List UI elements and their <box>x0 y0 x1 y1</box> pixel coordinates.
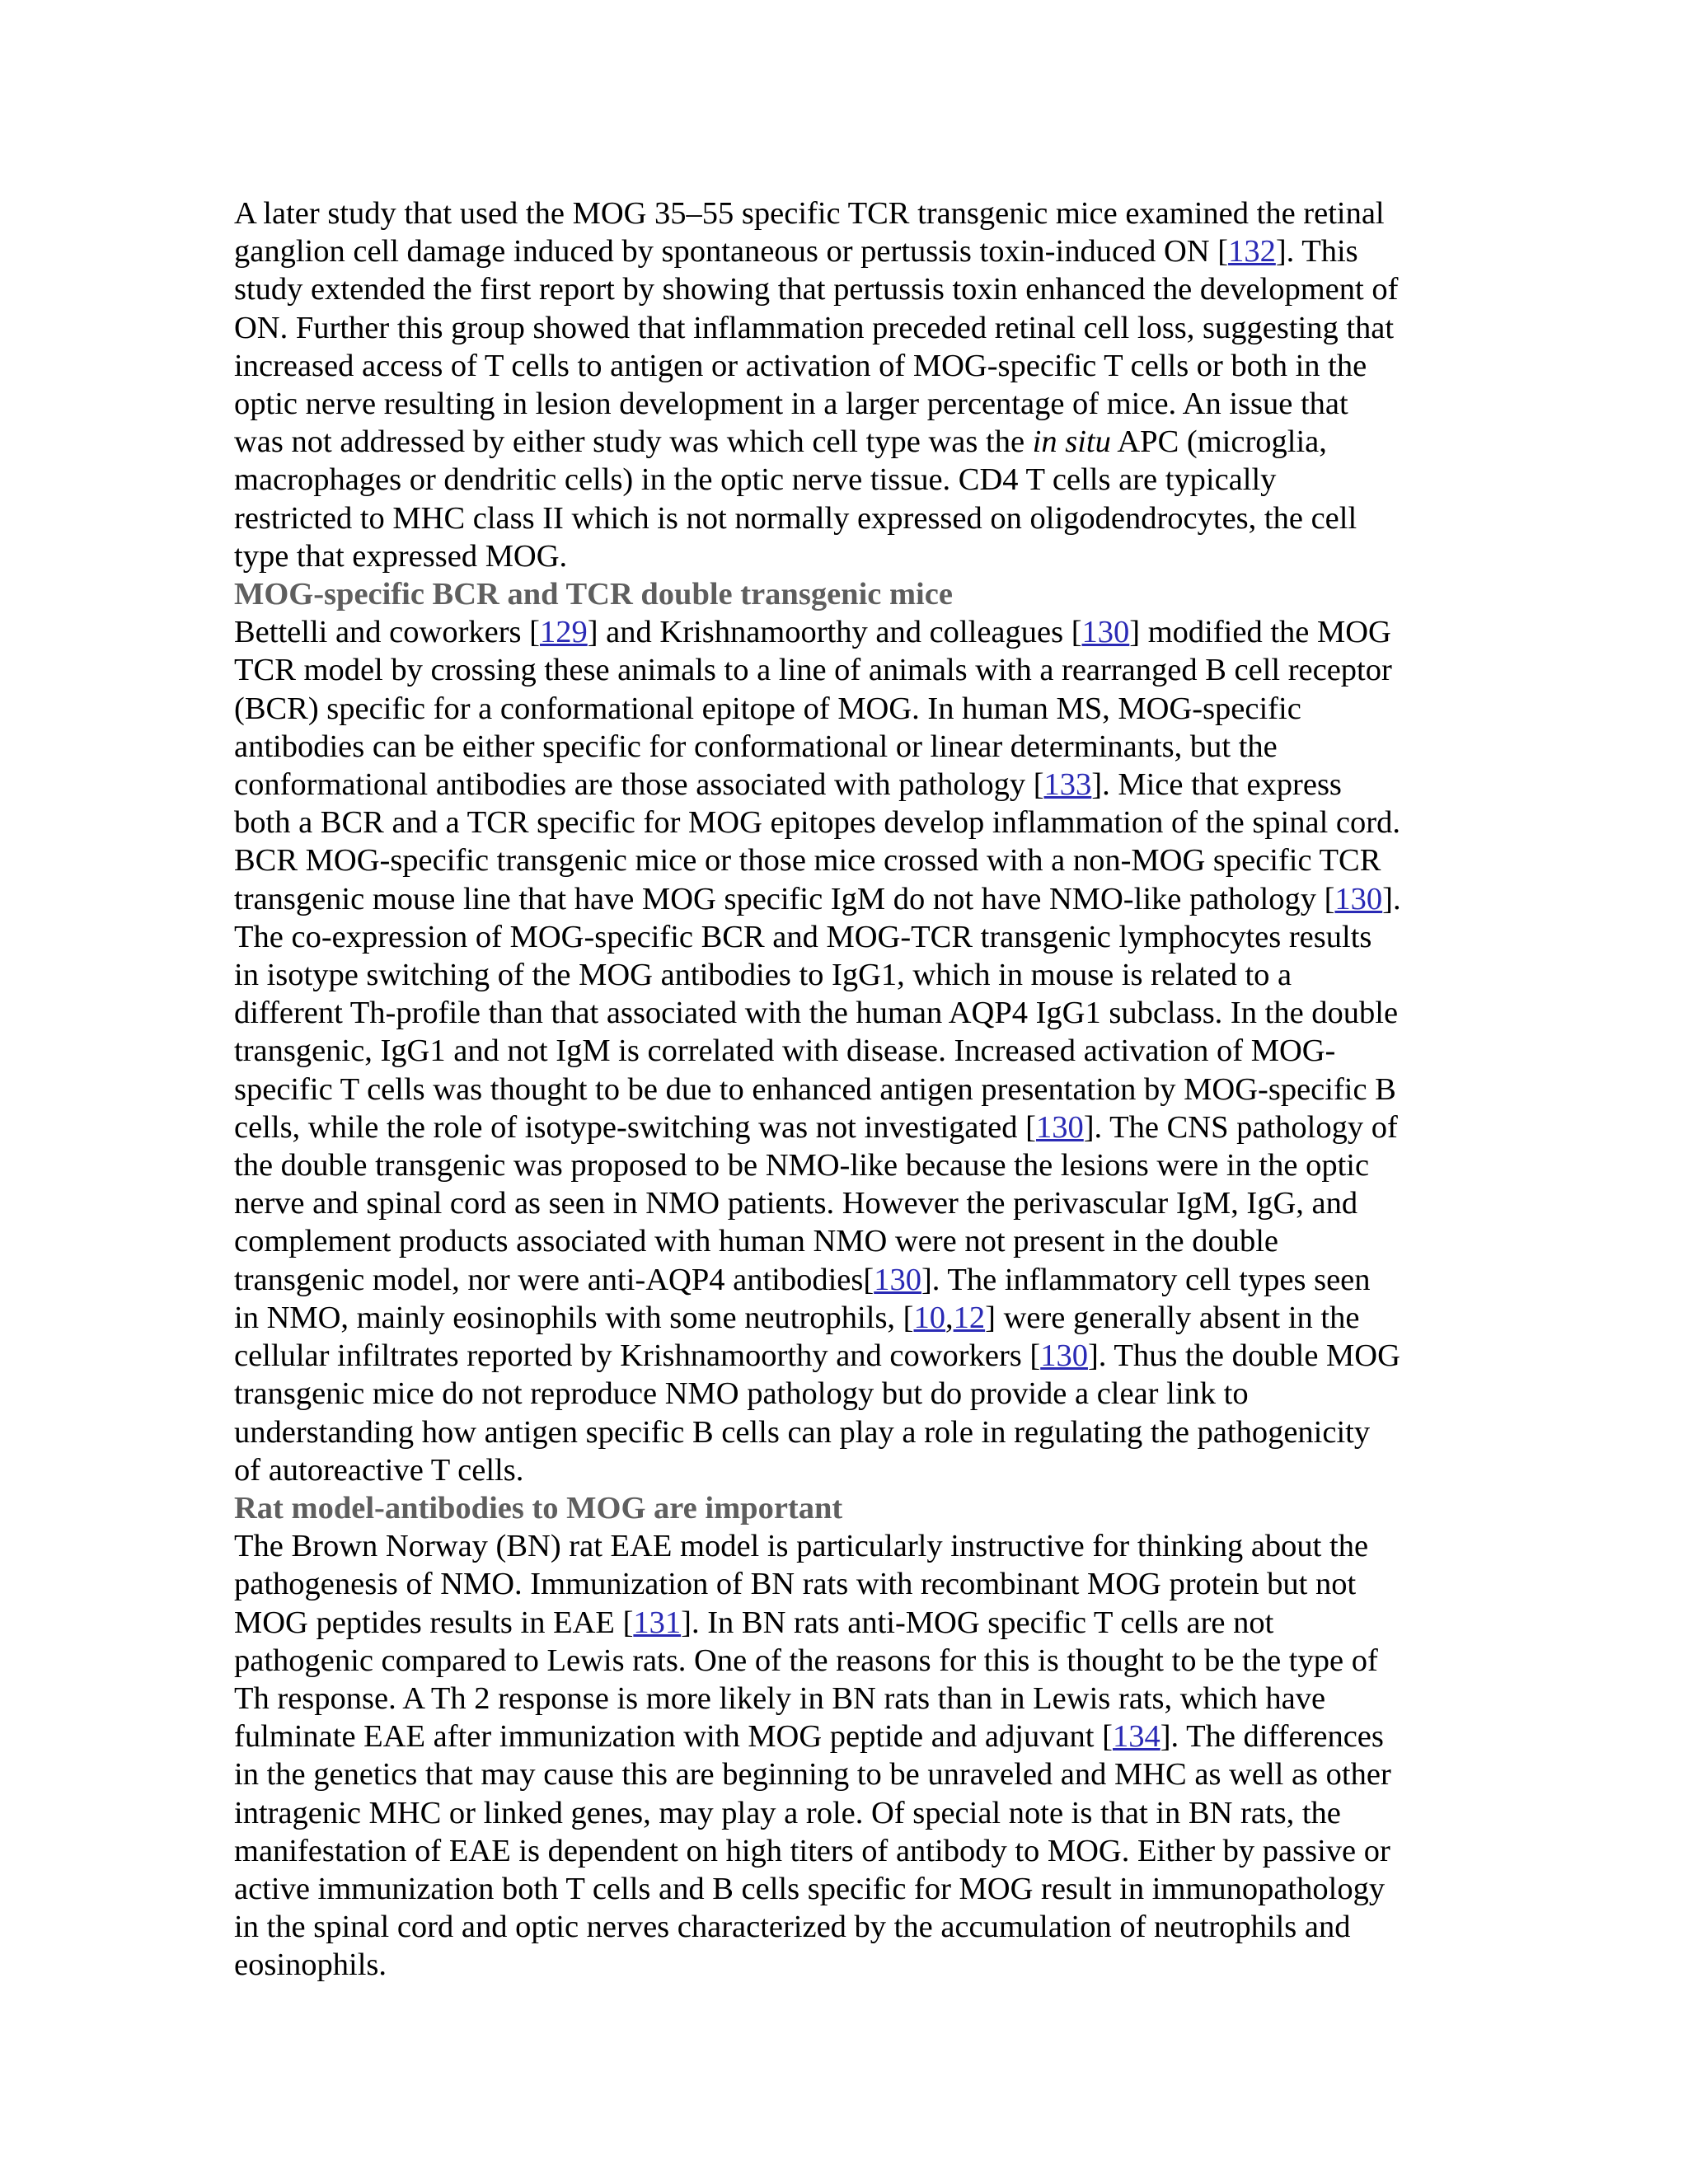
text-run: in the genetics that may cause this are beginning to be unraveled and MHC as well as other <box>234 1757 1391 1793</box>
text-run: ] modified the MOG <box>1129 615 1391 650</box>
text-line <box>234 1565 1470 1603</box>
text-line <box>234 194 1470 232</box>
citation-link-131[interactable]: 131 <box>633 1605 682 1640</box>
text-line <box>234 956 1470 994</box>
text-run: in NMO, mainly eosinophils with some neutrophils, [ <box>234 1300 914 1335</box>
text-run: increased access of T cells to antigen or activation of MOG-specific T cells or both in the <box>234 348 1367 383</box>
text-run: specific T cells was thought to be due to enhanced antigen presentation by MOG-specific B <box>234 1071 1396 1107</box>
text-line <box>234 1832 1470 1870</box>
text-line <box>234 918 1470 956</box>
text-line <box>234 385 1470 423</box>
text-line <box>234 1527 1470 1565</box>
citation-link-134[interactable]: 134 <box>1112 1719 1160 1755</box>
text-run: antibodies can be either specific for conformational or linear determinants, but the <box>234 729 1278 764</box>
text-run: ]. The inflammatory cell types seen <box>921 1262 1371 1297</box>
text-run: different Th-profile than that associated with the human AQP4 IgG1 subclass. In the double <box>234 996 1399 1031</box>
text-run: ]. In BN rats anti-MOG specific T cells are not <box>681 1605 1274 1640</box>
text-run: transgenic mice do not reproduce NMO pathology but do provide a clear link to <box>234 1376 1249 1412</box>
text-line <box>234 841 1470 879</box>
text-run: APC (microglia, <box>1110 424 1327 460</box>
citation-link-132[interactable]: 132 <box>1228 234 1276 269</box>
text-run: the double transgenic was proposed to be NMO-like because the lesions were in the optic <box>234 1148 1370 1183</box>
text-run: of autoreactive T cells. <box>234 1452 524 1488</box>
text-run: type that expressed MOG. <box>234 538 568 574</box>
text-line <box>234 423 1470 461</box>
text-run: complement products associated with human NMO were not present in the double <box>234 1224 1278 1259</box>
text-run: Bettelli and coworkers [ <box>234 615 540 650</box>
text-line <box>234 232 1470 270</box>
text-line <box>234 1794 1470 1832</box>
text-line <box>234 537 1470 575</box>
citation-link-130[interactable]: 130 <box>1081 615 1130 650</box>
citation-link-10[interactable]: 10 <box>913 1300 945 1335</box>
text-run: transgenic, IgG1 and not IgM is correlated with disease. Increased activation of MOG- <box>234 1033 1336 1069</box>
text-run: cells, while the role of isotype-switching was not investigated [ <box>234 1109 1036 1145</box>
text-line <box>234 766 1470 804</box>
text-run: pathogenesis of NMO. Immunization of BN rats with recombinant MOG protein but not <box>234 1567 1357 1602</box>
text-run: active immunization both T cells and B cells specific for MOG result in immunopathology <box>234 1871 1386 1906</box>
text-line <box>234 1184 1470 1222</box>
text-run: pathogenic compared to Lewis rats. One of the reasons for this is thought to be the type of <box>234 1643 1378 1678</box>
citation-link-129[interactable]: 129 <box>539 615 588 650</box>
text-run: MOG peptides results in EAE [ <box>234 1605 634 1640</box>
text-line <box>234 1604 1470 1642</box>
text-line <box>234 1908 1470 1946</box>
paragraph-retinal-study <box>234 194 1470 575</box>
text-run: ] and Krishnamoorthy and colleagues [ <box>587 615 1082 650</box>
text-line <box>234 651 1470 689</box>
text-run: A later study that used the MOG 35–55 specific TCR transgenic mice examined the retinal <box>234 196 1385 231</box>
text-run: The co-expression of MOG-specific BCR and MOG-TCR transgenic lymphocytes results <box>234 919 1372 954</box>
text-line <box>234 309 1470 347</box>
text-line <box>234 613 1470 651</box>
citation-link-130[interactable]: 130 <box>1334 881 1383 916</box>
text-run: study extended the first report by showing that pertussis toxin enhanced the development of <box>234 272 1399 307</box>
text-line <box>234 1946 1470 1984</box>
text-run: fulminate EAE after immunization with MOG peptide and adjuvant [ <box>234 1719 1113 1755</box>
text-line <box>234 994 1470 1032</box>
text-line <box>234 1375 1470 1413</box>
text-run: ]. The CNS pathology of <box>1083 1109 1398 1145</box>
citation-link-130[interactable]: 130 <box>1035 1109 1084 1145</box>
text-run: transgenic mouse line that have MOG specific IgM do not have NMO-like pathology [ <box>234 881 1335 916</box>
text-run: Th response. A Th 2 response is more likely in BN rats than in Lewis rats, which have <box>234 1680 1326 1716</box>
text-run: ganglion cell damage induced by spontaneous or pertussis toxin-induced ON [ <box>234 234 1229 269</box>
text-run: (BCR) specific for a conformational epitope of MOG. In human MS, MOG-specific <box>234 691 1301 726</box>
text-line <box>234 270 1470 308</box>
text-line <box>234 1299 1470 1337</box>
text-line <box>234 880 1470 918</box>
text-line <box>234 1071 1470 1108</box>
document-body <box>234 194 1470 1985</box>
text-run: optic nerve resulting in lesion development in a larger percentage of mice. An issue that <box>234 387 1348 422</box>
text-line <box>234 1680 1470 1718</box>
text-line <box>234 499 1470 537</box>
text-run: intragenic MHC or linked genes, may play a role. Of special note is that in BN rats, the <box>234 1795 1341 1830</box>
text-run: ] were generally absent in the <box>985 1300 1360 1335</box>
text-run: ]. <box>1382 881 1401 916</box>
text-run: , <box>945 1300 954 1335</box>
text-run: macrophages or dendritic cells) in the optic nerve tissue. CD4 T cells are typically <box>234 462 1277 498</box>
text-run: understanding how antigen specific B cells can play a role in regulating the pathogenicity <box>234 1414 1371 1450</box>
text-line <box>234 1222 1470 1260</box>
italic-term: in situ <box>1032 424 1111 460</box>
text-run: eosinophils. <box>234 1947 387 1983</box>
text-line <box>234 461 1470 499</box>
text-run: BCR MOG-specific transgenic mice or those mice crossed with a non-MOG specific TCR <box>234 843 1381 879</box>
text-run: ON. Further this group showed that inflammation preceded retinal cell loss, suggesting that <box>234 310 1395 345</box>
text-line <box>234 690 1470 728</box>
citation-link-133[interactable]: 133 <box>1043 767 1092 803</box>
text-run: The Brown Norway (BN) rat EAE model is particularly instructive for thinking about the <box>234 1529 1369 1564</box>
text-line <box>234 1146 1470 1184</box>
text-line <box>234 1261 1470 1299</box>
text-run: in isotype switching of the MOG antibodies to IgG1, which in mouse is related to a <box>234 958 1292 993</box>
text-run: in the spinal cord and optic nerves characterized by the accumulation of neutrophils and <box>234 1910 1351 1945</box>
text-line <box>234 728 1470 766</box>
text-run: restricted to MHC class II which is not normally expressed on oligodendrocytes, the cell <box>234 500 1357 536</box>
citation-link-12[interactable]: 12 <box>953 1300 986 1335</box>
text-line <box>234 1718 1470 1755</box>
paragraph-double-transgenic <box>234 613 1470 1489</box>
text-run: ]. This <box>1275 234 1358 269</box>
text-run: nerve and spinal cord as seen in NMO patients. However the perivascular IgM, IgG, and <box>234 1186 1358 1221</box>
text-line <box>234 1413 1470 1451</box>
section-heading-rat-model: Rat model-antibodies to MOG are important <box>234 1490 843 1526</box>
text-run: conformational antibodies are those associated with pathology [ <box>234 767 1044 803</box>
section-heading-double-transgenic: MOG-specific BCR and TCR double transgenic mice <box>234 577 953 612</box>
text-line <box>234 1451 1470 1489</box>
text-run: ]. The differences <box>1160 1719 1384 1755</box>
text-run: both a BCR and a TCR specific for MOG epitopes develop inflammation of the spinal cord. <box>234 805 1400 841</box>
text-line <box>234 1642 1470 1680</box>
text-line <box>234 1108 1470 1146</box>
text-run: transgenic model, nor were anti-AQP4 antibodies[ <box>234 1262 874 1297</box>
paragraph-rat-model <box>234 1527 1470 1984</box>
text-line <box>234 1755 1470 1793</box>
citation-link-130[interactable]: 130 <box>874 1262 921 1297</box>
text-run: cellular infiltrates reported by Krishnamoorthy and coworkers [ <box>234 1338 1041 1374</box>
text-run: manifestation of EAE is dependent on high titers of antibody to MOG. Either by passive or <box>234 1833 1390 1868</box>
text-line <box>234 347 1470 385</box>
text-line <box>234 804 1470 841</box>
text-run: was not addressed by either study was which cell type was the <box>234 424 1033 460</box>
text-line <box>234 1870 1470 1908</box>
text-run: ]. Mice that express <box>1091 767 1342 803</box>
text-run: ]. Thus the double MOG <box>1087 1338 1400 1374</box>
citation-link-130[interactable]: 130 <box>1040 1338 1088 1374</box>
text-run: TCR model by crossing these animals to a line of animals with a rearranged B cell receptor <box>234 653 1392 688</box>
text-line <box>234 1032 1470 1070</box>
text-line <box>234 1337 1470 1375</box>
